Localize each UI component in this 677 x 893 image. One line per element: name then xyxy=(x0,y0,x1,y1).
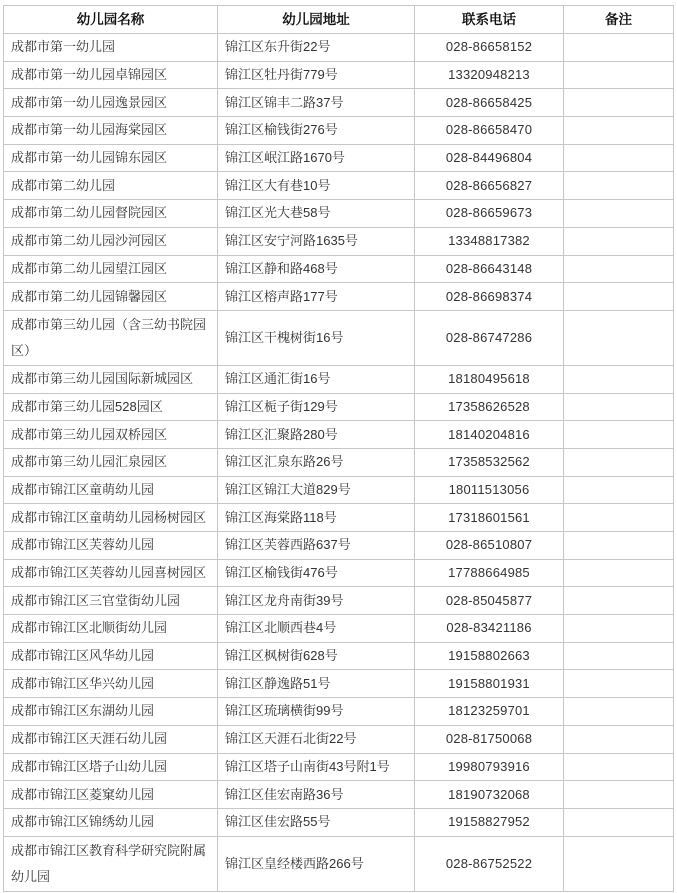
phone-cell: 028-86510807 xyxy=(415,532,564,560)
address-cell: 锦江区锦江大道829号 xyxy=(218,476,415,504)
address-cell: 锦江区光大巷58号 xyxy=(218,200,415,228)
table-row xyxy=(4,781,674,809)
table-row xyxy=(4,283,674,311)
note-cell xyxy=(564,615,674,643)
phone-cell: 19980793916 xyxy=(415,753,564,781)
table-row xyxy=(4,504,674,532)
table-row xyxy=(4,698,674,726)
table-header xyxy=(4,6,674,34)
note-cell xyxy=(564,227,674,255)
table-row xyxy=(4,421,674,449)
phone-cell: 028-85045877 xyxy=(415,587,564,615)
note-cell xyxy=(564,448,674,476)
address-cell: 锦江区佳宏南路36号 xyxy=(218,781,415,809)
note-cell xyxy=(564,532,674,560)
table-row xyxy=(4,587,674,615)
address-cell: 锦江区皇经楼西路266号 xyxy=(218,836,415,891)
address-cell: 锦江区天涯石北街22号 xyxy=(218,725,415,753)
address-cell: 锦江区岷江路1670号 xyxy=(218,144,415,172)
table-row xyxy=(4,393,674,421)
kindergarten-name-cell: 成都市锦江区北顺街幼儿园 xyxy=(4,615,218,643)
phone-cell: 028-86698374 xyxy=(415,283,564,311)
address-cell: 锦江区琉璃横街99号 xyxy=(218,698,415,726)
note-cell xyxy=(564,200,674,228)
kindergarten-name-cell: 成都市第三幼儿园双桥园区 xyxy=(4,421,218,449)
table-body xyxy=(4,34,674,892)
address-cell: 锦江区静和路468号 xyxy=(218,255,415,283)
kindergarten-name-cell: 成都市锦江区三官堂街幼儿园 xyxy=(4,587,218,615)
note-cell xyxy=(564,89,674,117)
kindergarten-name-cell: 成都市第一幼儿园锦东园区 xyxy=(4,144,218,172)
address-cell: 锦江区海棠路118号 xyxy=(218,504,415,532)
header-row xyxy=(4,6,674,34)
table-row xyxy=(4,642,674,670)
note-cell xyxy=(564,172,674,200)
phone-cell: 17788664985 xyxy=(415,559,564,587)
address-cell: 锦江区干槐树街16号 xyxy=(218,310,415,365)
phone-cell: 028-86656827 xyxy=(415,172,564,200)
kindergarten-name-cell: 成都市锦江区天涯石幼儿园 xyxy=(4,725,218,753)
kindergarten-name-cell: 成都市锦江区童萌幼儿园杨树园区 xyxy=(4,504,218,532)
kindergarten-name-cell: 成都市锦江区塔子山幼儿园 xyxy=(4,753,218,781)
note-cell xyxy=(564,421,674,449)
note-cell xyxy=(564,310,674,365)
address-cell: 锦江区北顺西巷4号 xyxy=(218,615,415,643)
note-cell xyxy=(564,642,674,670)
note-cell xyxy=(564,836,674,891)
phone-cell: 18011513056 xyxy=(415,476,564,504)
phone-cell: 18123259701 xyxy=(415,698,564,726)
note-cell xyxy=(564,61,674,89)
kindergarten-name-cell: 成都市锦江区东湖幼儿园 xyxy=(4,698,218,726)
table-row xyxy=(4,476,674,504)
address-cell: 锦江区静逸路51号 xyxy=(218,670,415,698)
address-cell: 锦江区大有巷10号 xyxy=(218,172,415,200)
phone-cell: 18140204816 xyxy=(415,421,564,449)
table-row xyxy=(4,117,674,145)
address-cell: 锦江区通汇街16号 xyxy=(218,365,415,393)
table-row xyxy=(4,448,674,476)
phone-cell: 028-86658425 xyxy=(415,89,564,117)
kindergarten-name-cell: 成都市锦江区风华幼儿园 xyxy=(4,642,218,670)
phone-cell: 17358532562 xyxy=(415,448,564,476)
note-cell xyxy=(564,476,674,504)
address-cell: 锦江区牡丹街779号 xyxy=(218,61,415,89)
phone-cell: 028-86658470 xyxy=(415,117,564,145)
note-cell xyxy=(564,808,674,836)
note-cell xyxy=(564,393,674,421)
table-row xyxy=(4,89,674,117)
table-row xyxy=(4,365,674,393)
table-row xyxy=(4,255,674,283)
kindergarten-name-cell: 成都市第一幼儿园卓锦园区 xyxy=(4,61,218,89)
table-row xyxy=(4,808,674,836)
phone-cell: 028-81750068 xyxy=(415,725,564,753)
address-cell: 锦江区汇泉东路26号 xyxy=(218,448,415,476)
table-row xyxy=(4,615,674,643)
phone-cell: 17358626528 xyxy=(415,393,564,421)
phone-cell: 19158827952 xyxy=(415,808,564,836)
header-name: 幼儿园名称 xyxy=(4,6,218,34)
phone-cell: 13320948213 xyxy=(415,61,564,89)
table-row xyxy=(4,172,674,200)
note-cell xyxy=(564,587,674,615)
address-cell: 锦江区东升街22号 xyxy=(218,34,415,62)
note-cell xyxy=(564,725,674,753)
phone-cell: 028-84496804 xyxy=(415,144,564,172)
table-row xyxy=(4,61,674,89)
kindergarten-name-cell: 成都市锦江区芙蓉幼儿园 xyxy=(4,532,218,560)
note-cell xyxy=(564,559,674,587)
table-row xyxy=(4,310,674,365)
kindergarten-name-cell: 成都市锦江区菱窠幼儿园 xyxy=(4,781,218,809)
table-row xyxy=(4,144,674,172)
kindergarten-name-cell: 成都市第一幼儿园 xyxy=(4,34,218,62)
table-row xyxy=(4,725,674,753)
kindergarten-name-cell: 成都市第三幼儿园汇泉园区 xyxy=(4,448,218,476)
table-row xyxy=(4,34,674,62)
kindergarten-name-cell: 成都市第三幼儿园（含三幼书院园区） xyxy=(4,310,218,365)
table-row xyxy=(4,227,674,255)
kindergarten-name-cell: 成都市锦江区华兴幼儿园 xyxy=(4,670,218,698)
kindergarten-name-cell: 成都市第二幼儿园望江园区 xyxy=(4,255,218,283)
note-cell xyxy=(564,504,674,532)
kindergarten-name-cell: 成都市第二幼儿园锦馨园区 xyxy=(4,283,218,311)
kindergarten-name-cell: 成都市锦江区童萌幼儿园 xyxy=(4,476,218,504)
phone-cell: 17318601561 xyxy=(415,504,564,532)
address-cell: 锦江区佳宏路55号 xyxy=(218,808,415,836)
kindergarten-name-cell: 成都市第三幼儿园国际新城园区 xyxy=(4,365,218,393)
header-address: 幼儿园地址 xyxy=(218,6,415,34)
phone-cell: 028-86643148 xyxy=(415,255,564,283)
phone-cell: 19158802663 xyxy=(415,642,564,670)
note-cell xyxy=(564,255,674,283)
table-row xyxy=(4,836,674,891)
phone-cell: 028-86747286 xyxy=(415,310,564,365)
note-cell xyxy=(564,781,674,809)
phone-cell: 028-86752522 xyxy=(415,836,564,891)
header-phone: 联系电话 xyxy=(415,6,564,34)
note-cell xyxy=(564,698,674,726)
address-cell: 锦江区锦丰二路37号 xyxy=(218,89,415,117)
address-cell: 锦江区榕声路177号 xyxy=(218,283,415,311)
note-cell xyxy=(564,283,674,311)
address-cell: 锦江区榆钱街276号 xyxy=(218,117,415,145)
kindergarten-name-cell: 成都市锦江区教育科学研究院附属幼儿园 xyxy=(4,836,218,891)
address-cell: 锦江区汇聚路280号 xyxy=(218,421,415,449)
address-cell: 锦江区龙舟南街39号 xyxy=(218,587,415,615)
kindergarten-name-cell: 成都市锦江区锦绣幼儿园 xyxy=(4,808,218,836)
kindergarten-name-cell: 成都市第二幼儿园督院园区 xyxy=(4,200,218,228)
phone-cell: 13348817382 xyxy=(415,227,564,255)
phone-cell: 028-86659673 xyxy=(415,200,564,228)
table-row xyxy=(4,559,674,587)
kindergarten-name-cell: 成都市第二幼儿园沙河园区 xyxy=(4,227,218,255)
header-note: 备注 xyxy=(564,6,674,34)
phone-cell: 028-86658152 xyxy=(415,34,564,62)
table-row xyxy=(4,753,674,781)
note-cell xyxy=(564,365,674,393)
kindergarten-name-cell: 成都市第二幼儿园 xyxy=(4,172,218,200)
phone-cell: 028-83421186 xyxy=(415,615,564,643)
kindergarten-name-cell: 成都市第一幼儿园海棠园区 xyxy=(4,117,218,145)
table-row xyxy=(4,200,674,228)
phone-cell: 19158801931 xyxy=(415,670,564,698)
address-cell: 锦江区芙蓉西路637号 xyxy=(218,532,415,560)
note-cell xyxy=(564,34,674,62)
kindergarten-table xyxy=(3,5,674,892)
note-cell xyxy=(564,117,674,145)
phone-cell: 18190732068 xyxy=(415,781,564,809)
kindergarten-name-cell: 成都市锦江区芙蓉幼儿园喜树园区 xyxy=(4,559,218,587)
table-row xyxy=(4,670,674,698)
address-cell: 锦江区枫树街628号 xyxy=(218,642,415,670)
note-cell xyxy=(564,144,674,172)
phone-cell: 18180495618 xyxy=(415,365,564,393)
table-row xyxy=(4,532,674,560)
note-cell xyxy=(564,670,674,698)
kindergarten-name-cell: 成都市第三幼儿园528园区 xyxy=(4,393,218,421)
kindergarten-name-cell: 成都市第一幼儿园逸景园区 xyxy=(4,89,218,117)
address-cell: 锦江区安宁河路1635号 xyxy=(218,227,415,255)
address-cell: 锦江区榆钱街476号 xyxy=(218,559,415,587)
address-cell: 锦江区塔子山南街43号附1号 xyxy=(218,753,415,781)
address-cell: 锦江区栀子街129号 xyxy=(218,393,415,421)
note-cell xyxy=(564,753,674,781)
